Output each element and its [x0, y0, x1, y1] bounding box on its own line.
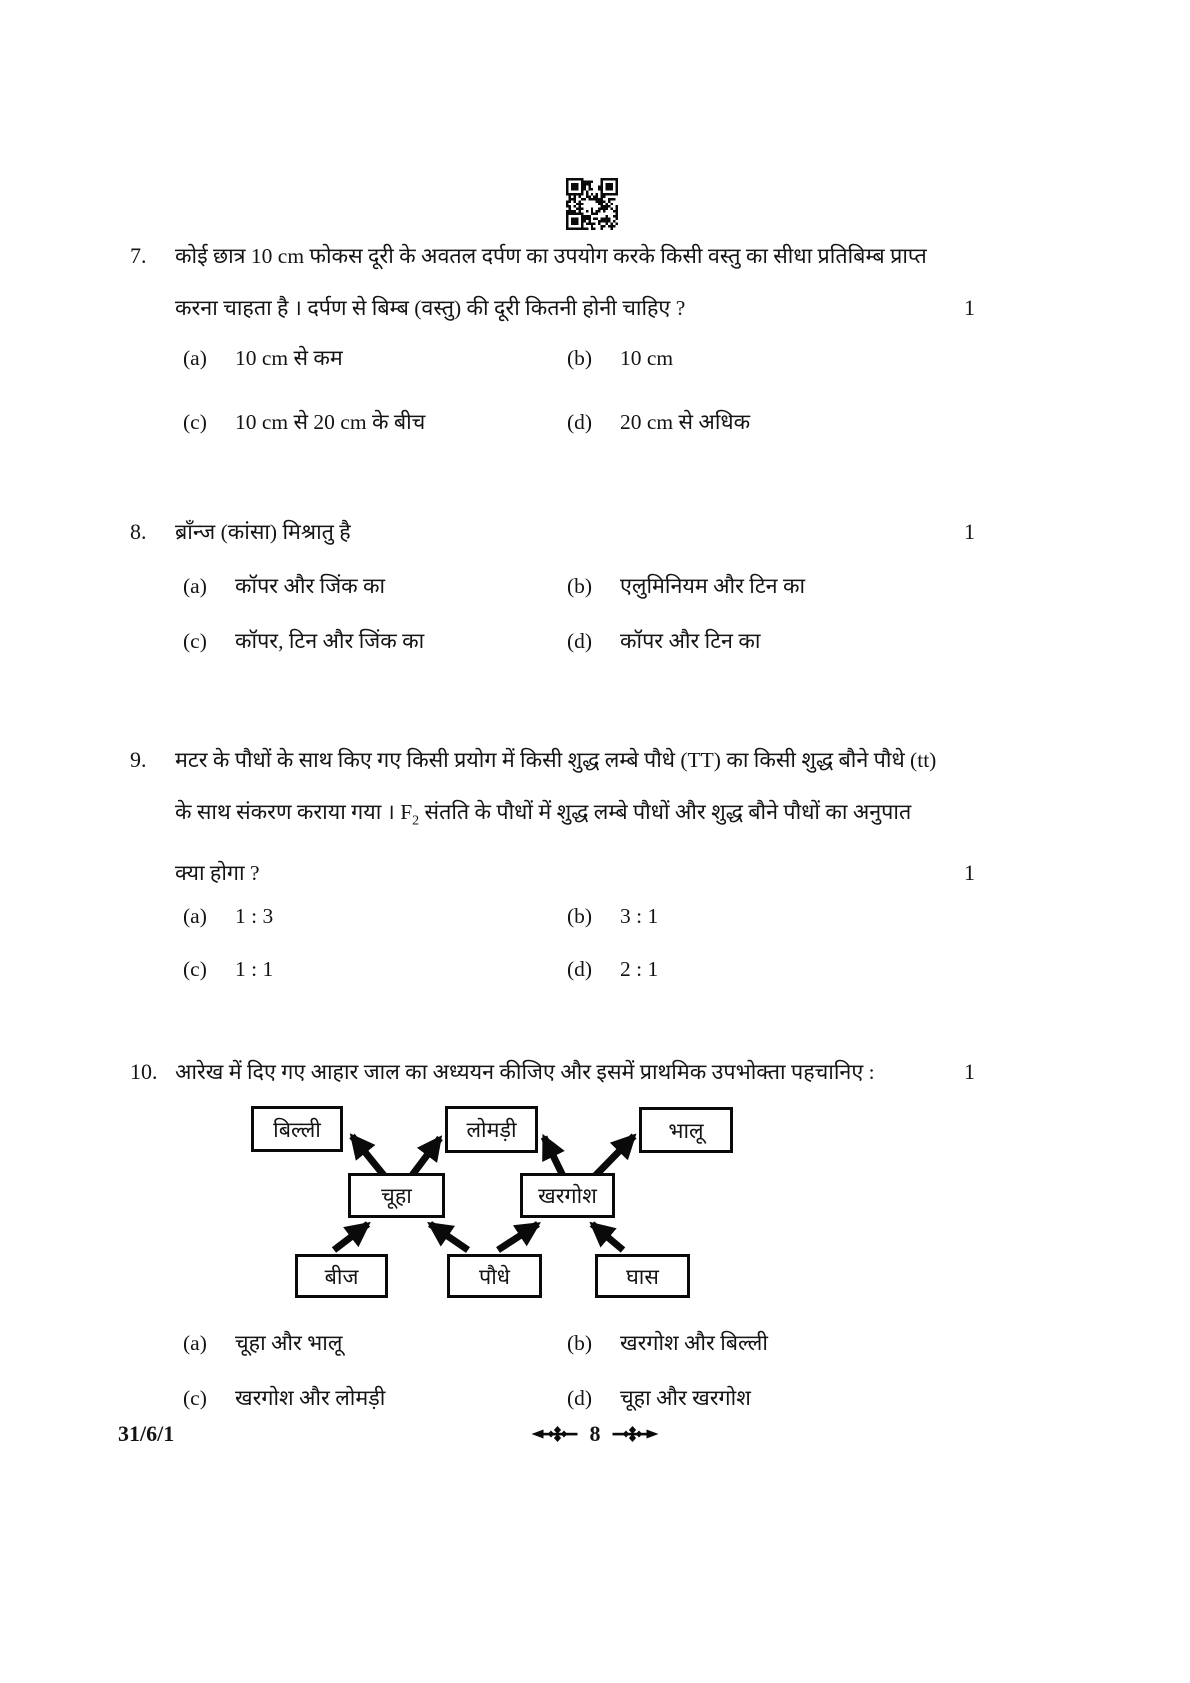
qr-code — [566, 177, 618, 231]
marks-value: 1 — [964, 1059, 975, 1084]
question-text-line: क्या होगा ? — [175, 861, 260, 886]
question-number: 8. — [130, 519, 147, 544]
question-number: 10. — [130, 1059, 158, 1084]
question-text-line: आरेख में दिए गए आहार जाल का अध्ययन कीजिए और इसमें प्राथमिक उपभोक्ता पहचानिए : — [175, 1060, 875, 1084]
diagram-node-seed: बीज — [295, 1254, 388, 1298]
question-text-line: कोई छात्र 10 cm फोकस दूरी के अवतल दर्पण का उपयोग करके किसी वस्तु का सीधा प्रतिबिम्ब प्राप्त — [175, 244, 927, 268]
page-number-marker — [532, 1420, 659, 1448]
diagram-node-rat: चूहा — [348, 1173, 445, 1218]
option-text: चूहा और भालू — [235, 1331, 343, 1355]
question-10 — [130, 1046, 975, 1098]
option-text: 20 cm से अधिक — [620, 410, 751, 434]
question-text-line: ब्राँन्ज (कांसा) मिश्रातु है — [175, 520, 351, 544]
option-label: (b) — [567, 346, 593, 370]
footer-ornament-right-icon — [613, 1426, 659, 1442]
food-web-diagram — [230, 1100, 750, 1310]
option-label: (c) — [183, 410, 207, 434]
marks-value: 1 — [964, 519, 975, 544]
option-label: (c) — [183, 957, 207, 981]
option-label: (c) — [183, 629, 207, 653]
option-text: एलुमिनियम और टिन का — [620, 574, 806, 598]
option-label: (a) — [183, 574, 207, 598]
question-7-options-row-2 — [130, 408, 975, 438]
marks-value: 1 — [964, 295, 975, 320]
question-7-options-row-1 — [130, 344, 975, 374]
option-text: चूहा और खरगोश — [620, 1386, 751, 1410]
question-9-options-row-2 — [130, 955, 975, 985]
option-label: (b) — [567, 574, 593, 598]
option-text: कॉपर और जिंक का — [235, 574, 386, 598]
question-8-options-row-2 — [130, 627, 975, 657]
footer-ornament-left-icon — [532, 1426, 578, 1442]
option-text: 1 : 1 — [235, 957, 274, 981]
diagram-node-rabbit: खरगोश — [520, 1173, 615, 1218]
question-9-options-row-1 — [130, 902, 975, 932]
subscript-2: 2 — [412, 813, 420, 829]
option-label: (d) — [567, 957, 593, 981]
diagram-node-plants: पौधे — [447, 1254, 542, 1298]
diagram-node-fox: लोमड़ी — [445, 1106, 538, 1153]
option-text: 10 cm — [620, 346, 674, 370]
option-text: 1 : 3 — [235, 904, 274, 928]
question-7 — [130, 230, 975, 334]
question-8-options-row-1 — [130, 572, 975, 602]
option-text: 3 : 1 — [620, 904, 659, 928]
marks-value: 1 — [964, 860, 975, 886]
option-label: (a) — [183, 904, 207, 928]
question-text — [175, 506, 943, 558]
option-text: 10 cm से कम — [235, 346, 343, 370]
option-label: (a) — [183, 346, 207, 370]
diagram-node-cat: बिल्ली — [251, 1106, 343, 1152]
option-text: कॉपर, टिन और जिंक का — [235, 629, 425, 653]
question-text-line: करना चाहता है । दर्पण से बिम्ब (वस्तु) की दूरी कितनी होनी चाहिए ? — [175, 296, 686, 320]
option-label: (c) — [183, 1386, 207, 1410]
option-label: (b) — [567, 1331, 593, 1355]
question-number: 9. — [130, 747, 147, 772]
question-10-options-row-2 — [130, 1384, 975, 1414]
question-10-options-row-1 — [130, 1329, 975, 1359]
question-text — [175, 230, 943, 334]
diagram-node-bear: भालू — [639, 1107, 733, 1153]
question-text-line — [175, 786, 943, 847]
option-text: 2 : 1 — [620, 957, 659, 981]
question-8 — [130, 506, 975, 558]
text-segment: के साथ संकरण कराया गया । F — [175, 800, 413, 824]
option-label: (b) — [567, 904, 593, 928]
diagram-node-grass: घास — [595, 1254, 690, 1298]
option-text: कॉपर और टिन का — [620, 629, 761, 653]
option-label: (d) — [567, 629, 593, 653]
question-text — [175, 734, 943, 899]
option-label: (a) — [183, 1331, 207, 1355]
option-text: 10 cm से 20 cm के बीच — [235, 410, 426, 434]
qr-code-graphic — [566, 177, 618, 231]
page-number: 8 — [589, 1421, 601, 1446]
option-text: खरगोश और लोमड़ी — [235, 1386, 386, 1410]
page-footer — [0, 1420, 1190, 1450]
question-text-line: मटर के पौधों के साथ किए गए किसी प्रयोग में किसी शुद्ध लम्बे पौधे (TT) का किसी शुद्ध बौने पौधे (tt) — [175, 748, 937, 772]
option-text: खरगोश और बिल्ली — [620, 1331, 768, 1355]
option-label: (d) — [567, 1386, 593, 1410]
text-segment: संतति के पौधों में शुद्ध लम्बे पौधों और शुद्ध बौने पौधों का अनुपात — [419, 800, 912, 824]
question-9 — [130, 734, 975, 899]
question-number: 7. — [130, 243, 147, 268]
option-label: (d) — [567, 410, 593, 434]
question-text — [175, 1046, 943, 1098]
paper-code: 31/6/1 — [118, 1421, 175, 1446]
